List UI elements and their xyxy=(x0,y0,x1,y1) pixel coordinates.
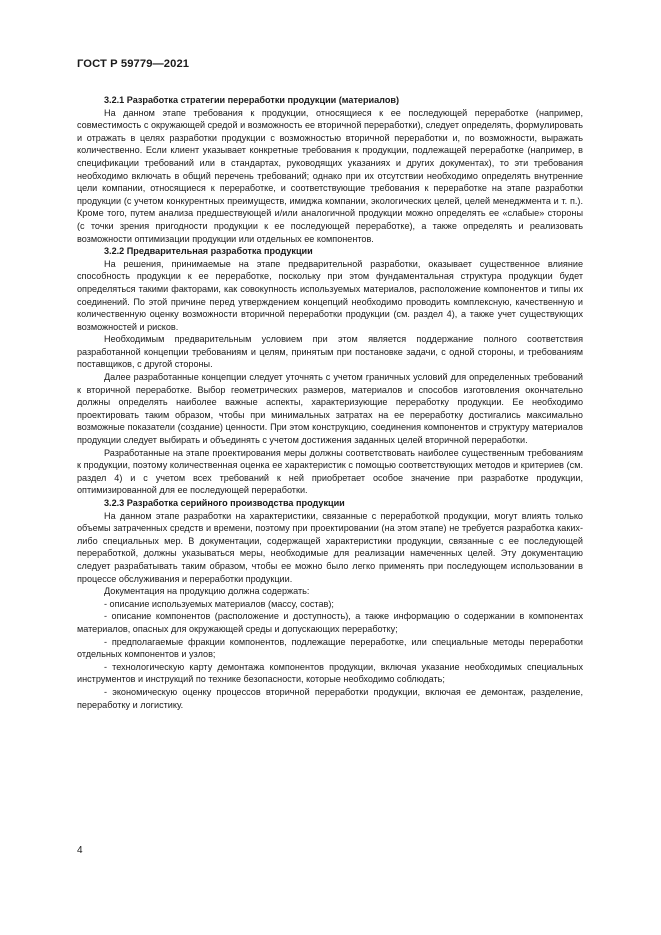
section-heading: 3.2.1 Разработка стратегии переработки продукции (материалов) xyxy=(104,95,400,105)
list-item: - описание компонентов (расположение и доступность), а также информацию о содержании в компонентах материалов, опасных для окружающей среды и допускающих переработку; xyxy=(77,611,583,634)
page-content xyxy=(77,94,583,711)
paragraph: Документация на продукцию должна содержать: xyxy=(104,586,310,597)
list-item: - предполагаемые фракции компонентов, подлежащие переработке, или специальные методы переработки отдельных компонентов и узлов; xyxy=(77,636,583,660)
section-heading: 3.2.3 Разработка серийного производства продукции xyxy=(104,498,345,508)
list-item: - технологическую карту демонтажа компонентов продукции, включая указание необходимых специальных инструментов и инструкций по технике безопасности, которые необходимо соблюдать; xyxy=(77,661,583,685)
section-heading: 3.2.2 Предварительная разработка продукции xyxy=(104,246,313,257)
paragraph: На данном этапе требования к продукции, относящиеся к ее последующей переработке (например, совместимость с окружающей средой и возможность ее вторичной переработки), следует определять, формулировать и отражать в целях разработки продукции с возможностью вторичной переработки и, по возможности, выражать количественно. Если клиент указывает конкретные требования к продукции, подлежащей переработке (например, в спецификации требований или в стандартах, руководящих указаниях и других документах), то эти требования необходимо включать в общий перечень требований; однако при их отсутствии необходимо определять внутренние цели компании, относящиеся к переработке, и соответствующие требования к переработке на этапе разработки продукции (с учетом конкурентных преимуществ, имиджа компании, экологических целей, целей менеджмента и т. п.). Кроме того, путем анализа предшествующей и/или аналогичной продукции можно определять ее «слабые» стороны (с точки зрения пригодности продукции к ее последующей переработке), а также определять и реализовать возможности оптимизации продукции или отдельных ее компонентов. xyxy=(77,107,583,244)
paragraph: Разработанные на этапе проектирования меры должны соответствовать наиболее существенным требованиям к продукции, поэтому количественная оценка ее характеристик с помощью соответствующих методов и критериев (см. раздел 4) и с учетом всех требований к ней приобретает особое значение при разработке продукции, оптимизированной для ее последующей переработки. xyxy=(77,447,583,496)
paragraph: Необходимым предварительным условием при этом является поддержание полного соответствия разработанной концепции требованиям и целям, принятым при постановке задачи, с одной стороны, и требованиям поставщиков, с другой стороны. xyxy=(77,334,583,370)
paragraph: На данном этапе разработки на характеристики, связанные с переработкой продукции, могут влиять только объемы затраченных средств и времени, поэтому при проектировании (на этом этапе) не требуется разработка каких-либо специальных мер. В документации, содержащей характеристики продукции, связанные с ее последующей переработкой, должны указываться меры, необходимые для реализации намеченных целей. Эту документацию следует разрабатывать таким образом, чтобы ее можно было легко применять при последующем использовании в процессе обслуживания и переработки продукции. xyxy=(77,510,583,584)
list-item: - описание используемых материалов (массу, состав); xyxy=(104,598,334,609)
list-item: - экономическую оценку процессов вторичной переработки продукции, включая ее демонтаж, разделение, переработку и логистику. xyxy=(77,686,583,710)
standard-code: ГОСТ Р 59779—2021 xyxy=(77,58,190,70)
paragraph: На решения, принимаемые на этапе предварительной разработки, оказывает существенное влияние способность продукции к ее переработке, поскольку при этом фундаментальная структура продукции будет определяться такими факторами, как совокупность используемых материалов, расположение компонентов и типы их соединений. По этой причине перед утверждением концепций необходимо проводить комплексную, качественную и количественную оценку возможности вторичной переработки продукции (см. раздел 4), а также учет существующих возможностей и рисков. xyxy=(77,258,583,332)
page-number: 4 xyxy=(77,845,83,856)
paragraph: Далее разработанные концепции следует уточнять с учетом граничных условий для определенных требований к вторичной переработке. Выбор геометрических размеров, материалов и способов изготовления окончательно должны определять наиболее важные аспекты, характеризующие переработку продукции. Ее необходимо проектировать таким образом, чтобы при минимальных затратах на ее переработку достигались максимально возможные показатели (создание) ценности. При этом конструкцию, соединения компонентов и структуру материалов продукции следует выбирать и объединять с учетом достижения заданных целей вторичной переработки. xyxy=(77,372,583,446)
